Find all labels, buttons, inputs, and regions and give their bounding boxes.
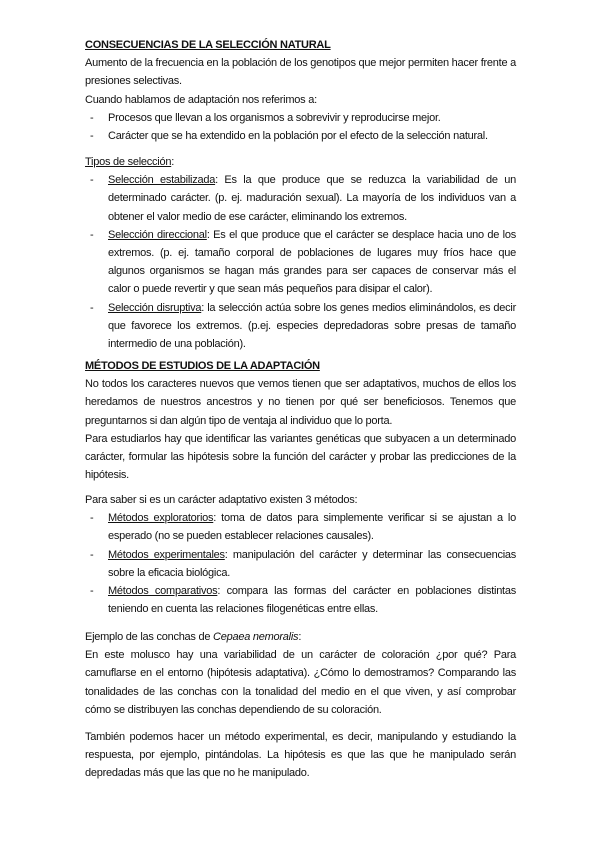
bullet-list	[85, 171, 516, 353]
list-item	[85, 582, 516, 618]
heading-metodos: MÉTODOS DE ESTUDIOS DE LA ADAPTACIÓN	[85, 360, 320, 372]
lead-end: :	[298, 631, 302, 643]
species-name: Cepaea nemoralis	[213, 631, 299, 643]
bullet-list	[85, 109, 516, 145]
definition: : la selección actúa sobre los genes medios eliminándolos, es decir que favorece los extremos. (p.ej. especies depredadoras sobre presas de tamaño intermedio de una población).	[108, 301, 516, 351]
definition: : compara las formas del carácter en poblaciones distintas teniendo en cuenta las relaciones filogenéticas entre ellas.	[108, 585, 516, 616]
definition: : Es la que produce que se reduzca la variabilidad de un determinado carácter. (p. ej. maduración sexual). La mayoría de los individuos van a obtener el valor medio de ese carácter, eliminando los extremos.	[108, 174, 516, 223]
bullet-dash: -	[90, 301, 94, 314]
bullet-dash: -	[90, 111, 94, 124]
list-item-text: Procesos que llevan a los organismos a sobrevivir y reproducirse mejor.	[108, 111, 441, 124]
section-ejemplo	[85, 628, 516, 719]
list-item	[85, 509, 516, 545]
paragraph: Para saber si es un carácter adaptativo existen 3 métodos:	[85, 494, 358, 506]
definition: : manipulación del carácter y determinar las consecuencias sobre la eficacia biológica.	[108, 548, 517, 579]
list-item-text: Carácter que se ha extendido en la población por el efecto de la selección natural.	[108, 130, 488, 143]
bullet-dash: -	[90, 585, 94, 598]
example-lead: Ejemplo de las conchas de	[85, 631, 214, 643]
heading-consecuencias: CONSECUENCIAS DE LA SELECCIÓN NATURAL	[85, 39, 331, 51]
list-item	[85, 109, 516, 127]
definition: : Es el que produce que el carácter se desplace hacia uno de los extremos. (p. ej. tamaño corporal de poblaciones de lugares muy fríos hace que algunos organismos se hagan más grandes para ser capaces de conservar más el calor o puede revertir y que sean más pequeños para disipar el calor).	[108, 228, 516, 296]
heading-suffix: :	[171, 156, 175, 168]
heading-tipos: Tipos de selección	[85, 156, 172, 168]
section-experimental	[85, 728, 516, 783]
list-item	[85, 546, 516, 582]
term: Selección disruptiva	[108, 301, 202, 314]
term: Métodos exploratorios	[108, 512, 214, 525]
paragraph: Para estudiarlos hay que identificar las variantes genéticas que subyacen a un determinado carácter, formular las hipótesis sobre la función del carácter y probar las predicciones de la hipótesis.	[85, 432, 516, 482]
bullet-dash: -	[90, 130, 94, 143]
term: Métodos comparativos	[108, 585, 218, 598]
term: Métodos experimentales	[108, 548, 225, 561]
section-tipos-seleccion	[85, 153, 516, 353]
paragraph: Aumento de la frecuencia en la población de los genotipos que mejor permiten hacer frente a presiones selectivas.	[85, 57, 516, 88]
section-consecuencias	[85, 36, 516, 145]
list-item	[85, 127, 516, 145]
paragraph: También podemos hacer un método experimental, es decir, manipulando y estudiando la respuesta, por ejemplo, pintándolas. La hipótesis es que las que he manipulado serán depredadas más que las que no he manipulado.	[85, 731, 516, 780]
paragraph: Cuando hablamos de adaptación nos referimos a:	[85, 93, 317, 106]
paragraph: En este molusco hay una variabilidad de un carácter de coloración ¿por qué? Para camuflarse en el entorno (hipótesis adaptativa). ¿Cómo lo demostramos? Comparando las tonalidades de las conchas con la tonalidad del medio en el que viven, y así comprobar cómo se distribuyen las conchas dependiendo de su coloración.	[85, 649, 516, 716]
bullet-dash: -	[90, 228, 94, 241]
term: Selección estabilizada	[108, 174, 216, 187]
section-metodos	[85, 357, 516, 484]
paragraph: No todos los caracteres nuevos que vemos tienen que ser adaptativos, muchos de ellos los heredamos de nuestros ancestros y no tienen por qué ser beneficiosos. Tenemos que preguntarnos si dan algún tipo de ventaja al individuo que lo porta.	[85, 378, 516, 427]
definition: : toma de datos para simplemente verificar si se ajustan a lo esperado (no se pueden establecer relaciones causales).	[108, 512, 516, 543]
section-tres-metodos	[85, 491, 516, 618]
list-item	[85, 226, 516, 299]
bullet-dash: -	[90, 174, 94, 187]
bullet-dash: -	[90, 548, 94, 561]
bullet-dash: -	[90, 512, 94, 525]
term: Selección direccional	[108, 228, 207, 241]
list-item	[85, 171, 516, 226]
bullet-list	[85, 509, 516, 618]
list-item	[85, 299, 516, 354]
